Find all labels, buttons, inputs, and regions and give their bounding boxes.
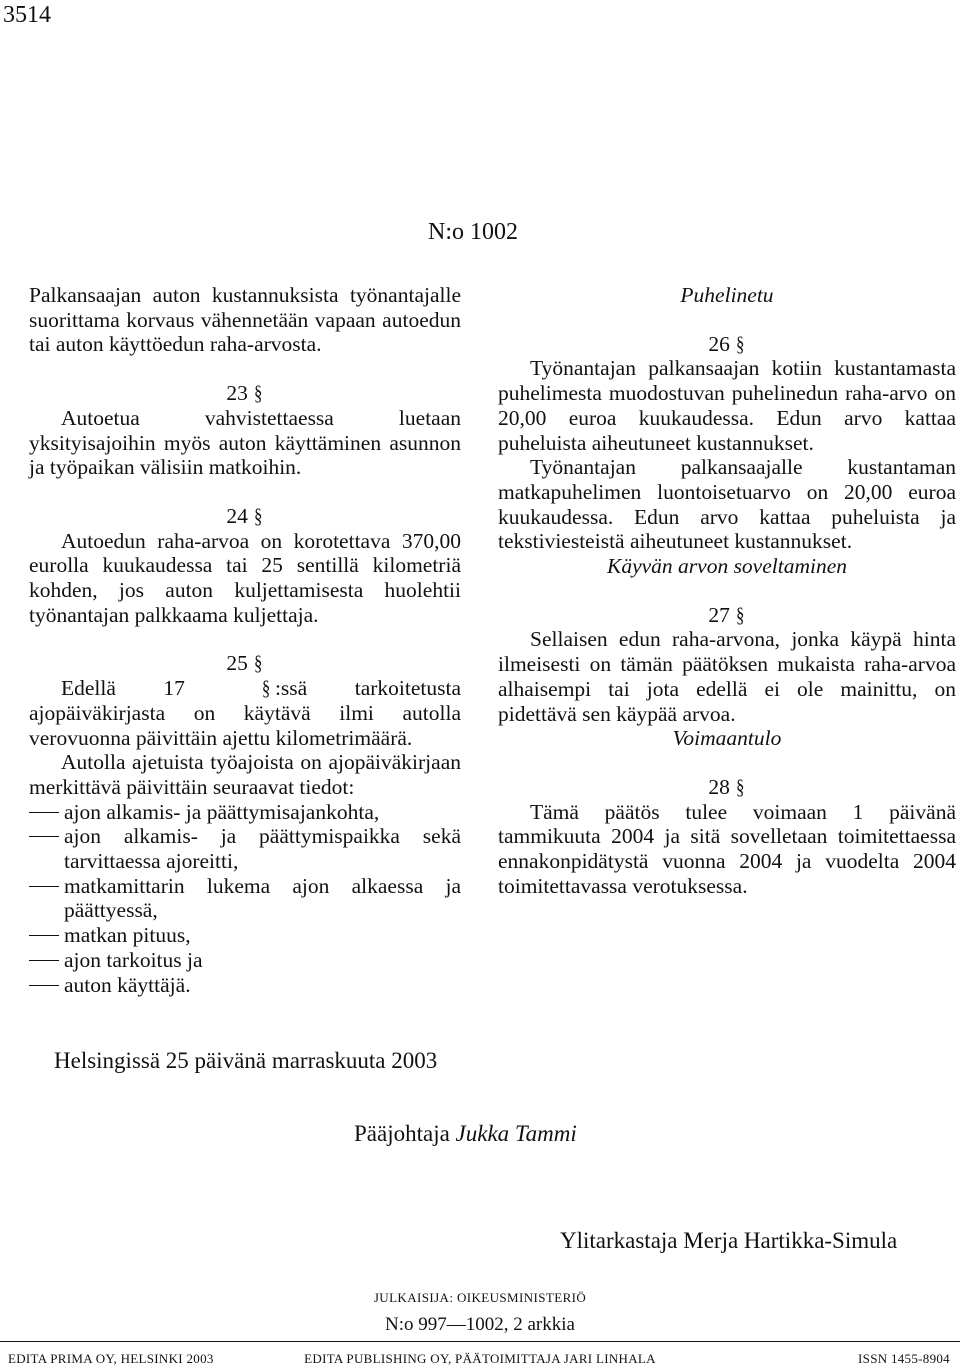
section-24-text: Autoedun raha-arvoa on korotettava 370,00 eurolla kuukaudessa tai 25 sentillä kilometriä kohden, jos auton kuljettamisesta huolehtii työnantajan palkkaama kuljettaja. [29,528,461,627]
section-sign-icon: § [736,602,745,627]
section-26-paragraph-2: Työnantajan palkansaajalle kustantaman matkapuhelimen luontoisetuarvo on 20,00 euroa kuukaudessa. Edun arvo kattaa puheluista ja tekstiviesteistä aiheutuneet kustannukset. [498,455,956,554]
dash-icon [29,985,59,986]
section-25-heading [29,651,461,676]
section-sign-icon: § [254,651,263,676]
list-item: ajon tarkoitus ja [29,948,461,973]
section-25-paragraph-1 [29,676,461,750]
intro-paragraph: Palkansaajan auton kustannuksista työnantajalle suorittama korvaus vähennetään vapaan autoedun tai auton käyttöedun raha-arvosta. [29,283,461,357]
list-item: matkamittarin lukema ajon alkaessa ja päättyessä, [29,874,461,923]
list-item: ajon alkamis- ja päättymispaikka sekä tarvittaessa ajoreitti, [29,824,461,873]
dash-icon [29,836,59,837]
section-23-text: Autoetua vahvistettaessa luetaan yksityisajoihin myös auton käyttäminen asunnon ja työpaikan välisiin matkoihin. [29,405,461,480]
section-sign-icon: § [736,331,745,356]
section-sign-icon: § [254,381,263,406]
heading-market-value: Käyvän arvon soveltaminen [606,554,848,579]
dash-icon [29,960,59,961]
signer-name: Merja Hartikka-Simula [683,1228,898,1253]
section-number: 25 [226,651,248,676]
section-number: 26 [708,331,730,356]
list-item: matkan pituus, [29,923,461,948]
section-28-text: Tämä päätös tulee voimaan 1 päivänä tammikuuta 2004 ja sitä sovelletaan toimitettaessa ennakonpidätystä vuonna 2004 ja vuodelta 2004 toimitettavassa verotuksessa. [498,799,956,898]
footer-divider [0,1341,960,1342]
dash-icon [29,886,59,887]
list-item: auton käyttäjä. [29,973,461,998]
heading-entry-into-force: Voimaantulo [672,726,782,751]
signature-director-general [354,1121,577,1147]
section-28-heading [498,775,956,800]
heading-phone-benefit: Puhelinetu [680,283,774,307]
issue-line: N:o 997—1002, 2 arkkia [385,1314,575,1335]
logbook-items-list [29,800,461,998]
section-25-text: :ssä tarkoitetusta ajopäiväkirjasta on käytävä ilmi autolla verovuonna päivittäin ajettu kilometrimäärä. [29,676,461,750]
section-24-heading [29,504,461,529]
section-number: 24 [226,503,248,528]
section-number: 23 [226,381,248,406]
document-number: N:o 1002 [428,219,518,245]
publisher-line: JULKAISIJA: OIKEUSMINISTERIÖ [373,1290,587,1305]
section-number: 27 [708,602,730,627]
section-sign-icon: § [262,676,271,701]
section-26-paragraph-1: Työnantajan palkansaajan kotiin kustantamasta puhelimesta muodostuvan puhelinedun raha-arvo on 20,00 euroa kuukaudessa. Edun arvo kattaa puheluista aiheutuneet kustannukset. [498,356,956,455]
left-column [29,283,461,997]
section-27-heading [498,603,956,628]
section-27-text: Sellaisen edun raha-arvona, jonka käypä hinta ilmeisesti on tämän päätöksen mukaista raha-arvoa alhaisempi tai jota edellä ei ole mainittu, on pidettävä sen käypää arvoa. [498,627,956,726]
page-number: 3514 [3,2,51,28]
dash-icon [29,812,59,813]
place-and-date: Helsingissä 25 päivänä marraskuuta 2003 [54,1048,438,1073]
section-sign-icon: § [736,774,745,799]
signer-title: Pääjohtaja [354,1121,450,1146]
signature-inspector [560,1228,897,1254]
section-number: 28 [708,774,730,799]
footer-printer: EDITA PRIMA OY, HELSINKI 2003 [8,1351,214,1366]
section-25-paragraph-2: Autolla ajetuista työajoista on ajopäiväkirjaan merkittävä päivittäin seuraavat tiedot: [29,750,461,799]
list-item: ajon alkamis- ja päättymisajankohta, [29,800,461,825]
footer-issn: ISSN 1455-8904 [858,1351,950,1366]
right-column [498,283,956,898]
section-26-heading [498,332,956,357]
section-25-ref: Edellä 17 [61,676,185,701]
section-23-heading [29,381,461,406]
dash-icon [29,935,59,936]
signer-title: Ylitarkastaja [560,1228,678,1253]
signer-name: Jukka Tammi [455,1121,577,1146]
footer-publishing: EDITA PUBLISHING OY, PÄÄTOIMITTAJA JARI LINHALA [304,1351,656,1366]
section-sign-icon: § [254,503,263,528]
